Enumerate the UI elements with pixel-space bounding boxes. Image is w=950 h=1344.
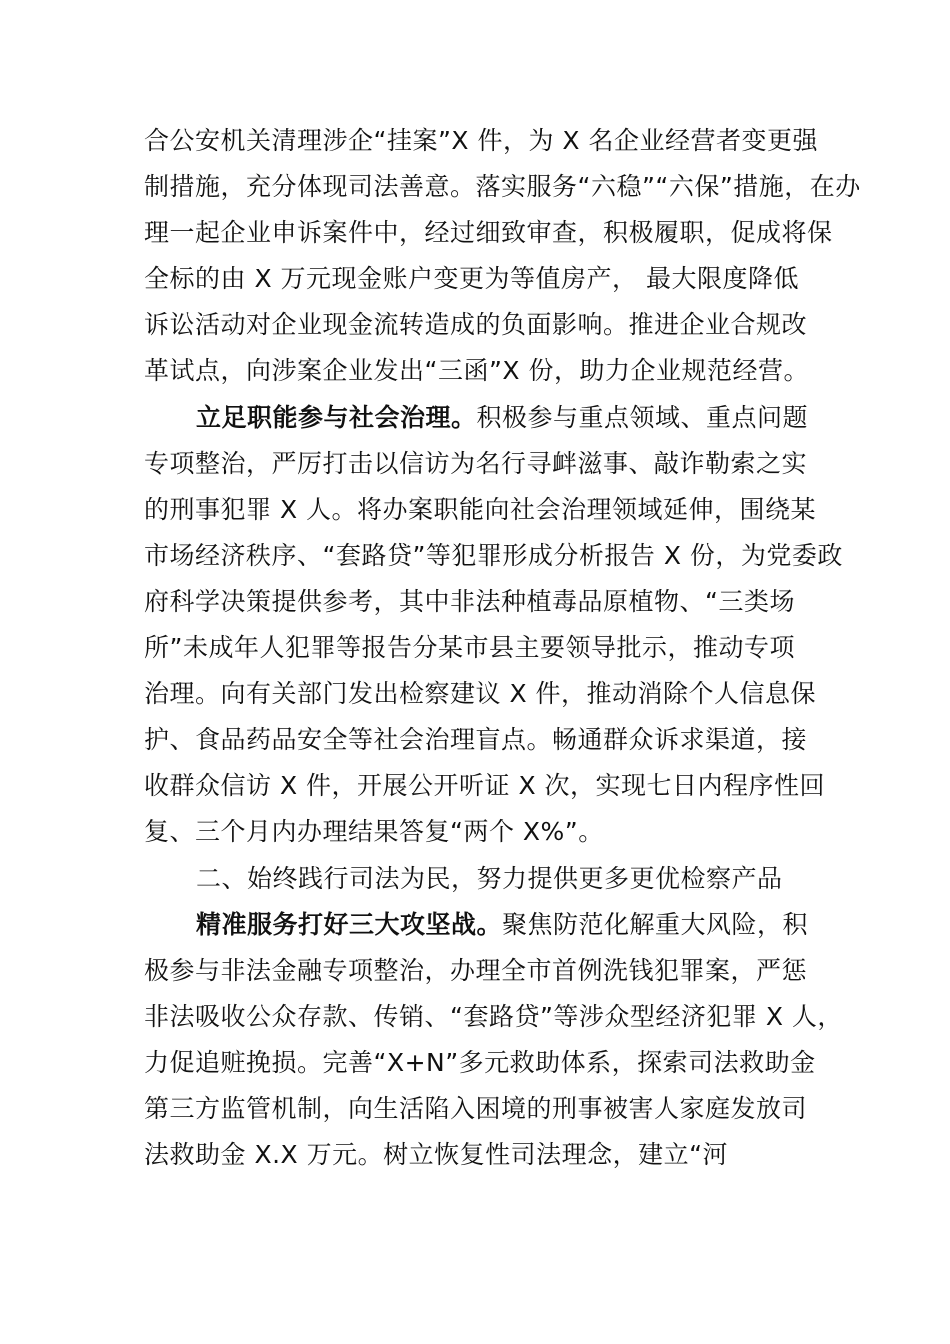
text-line: 力促追赃挽损。完善“X+N”多元救助体系，探索司法救助金 — [144, 1047, 816, 1077]
text-line: 诉讼活动对企业现金流转造成的负面影响。推进企业合规改 — [144, 310, 808, 340]
text-line: 制措施，充分体现司法善意。落实服务“六稳”“六保”措施，在办 — [144, 172, 861, 202]
body-text — [144, 118, 861, 1178]
paragraph-start-line — [144, 395, 810, 441]
text-line: 复、三个月内办理结果答复“两个 X%”。 — [144, 817, 604, 847]
text-line: 全标的由 X 万元现金账户变更为等值房产， 最大限度降低 — [144, 264, 799, 294]
text-line: 的刑事犯罪 X 人。将办案职能向社会治理领域延伸，围绕某 — [144, 494, 817, 524]
text-line: 护、食品药品安全等社会治理盲点。畅通群众诉求渠道，接 — [144, 725, 808, 755]
text-line: 收群众信访 X 件，开展公开听证 X 次，实现七日内程序性回 — [144, 771, 826, 801]
paragraph-start-line — [144, 902, 810, 948]
paragraph-lead-heading: 精准服务打好三大攻坚战。 — [196, 909, 503, 939]
text-line: 革试点，向涉案企业发出“三函”X 份，助力企业规范经营。 — [144, 356, 809, 386]
text-line: 法救助金 X.X 万元。树立恢复性司法理念，建立“河 — [144, 1140, 729, 1170]
paragraph-text: 聚焦防范化解重大风险，积 — [502, 909, 809, 939]
text-line: 理一起企业申诉案件中，经过细致审查，积极履职，促成将保 — [144, 218, 833, 248]
section-heading: 二、始终践行司法为民，努力提供更多更优检察产品 — [196, 863, 783, 893]
text-line: 第三方监管机制，向生活陷入困境的刑事被害人家庭发放司 — [144, 1093, 808, 1123]
text-line: 市场经济秩序、“套路贷”等犯罪形成分析报告 X 份，为党委政 — [144, 540, 843, 570]
text-line: 治理。向有关部门发出检察建议 X 件，推动消除个人信息保 — [144, 679, 817, 709]
text-line: 府科学决策提供参考，其中非法种植毒品原植物、“三类场 — [144, 586, 795, 616]
text-line: 极参与非法金融专项整治，办理全市首例洗钱犯罪案，严惩 — [144, 955, 808, 985]
text-line: 专项整治，严厉打击以信访为名行寻衅滋事、敲诈勒索之实 — [144, 448, 808, 478]
text-line: 合公安机关清理涉企“挂案”X 件，为 X 名企业经营者变更强 — [144, 126, 818, 155]
text-line: 所”未成年人犯罪等报告分某市县主要领导批示，推动专项 — [144, 633, 795, 663]
text-line: 非法吸收公众存款、传销、“套路贷”等涉众型经济犯罪 X 人， — [144, 1001, 843, 1031]
paragraph-text: 积极参与重点领域、重点问题 — [476, 402, 809, 432]
paragraph-lead-heading: 立足职能参与社会治理。 — [196, 402, 477, 432]
